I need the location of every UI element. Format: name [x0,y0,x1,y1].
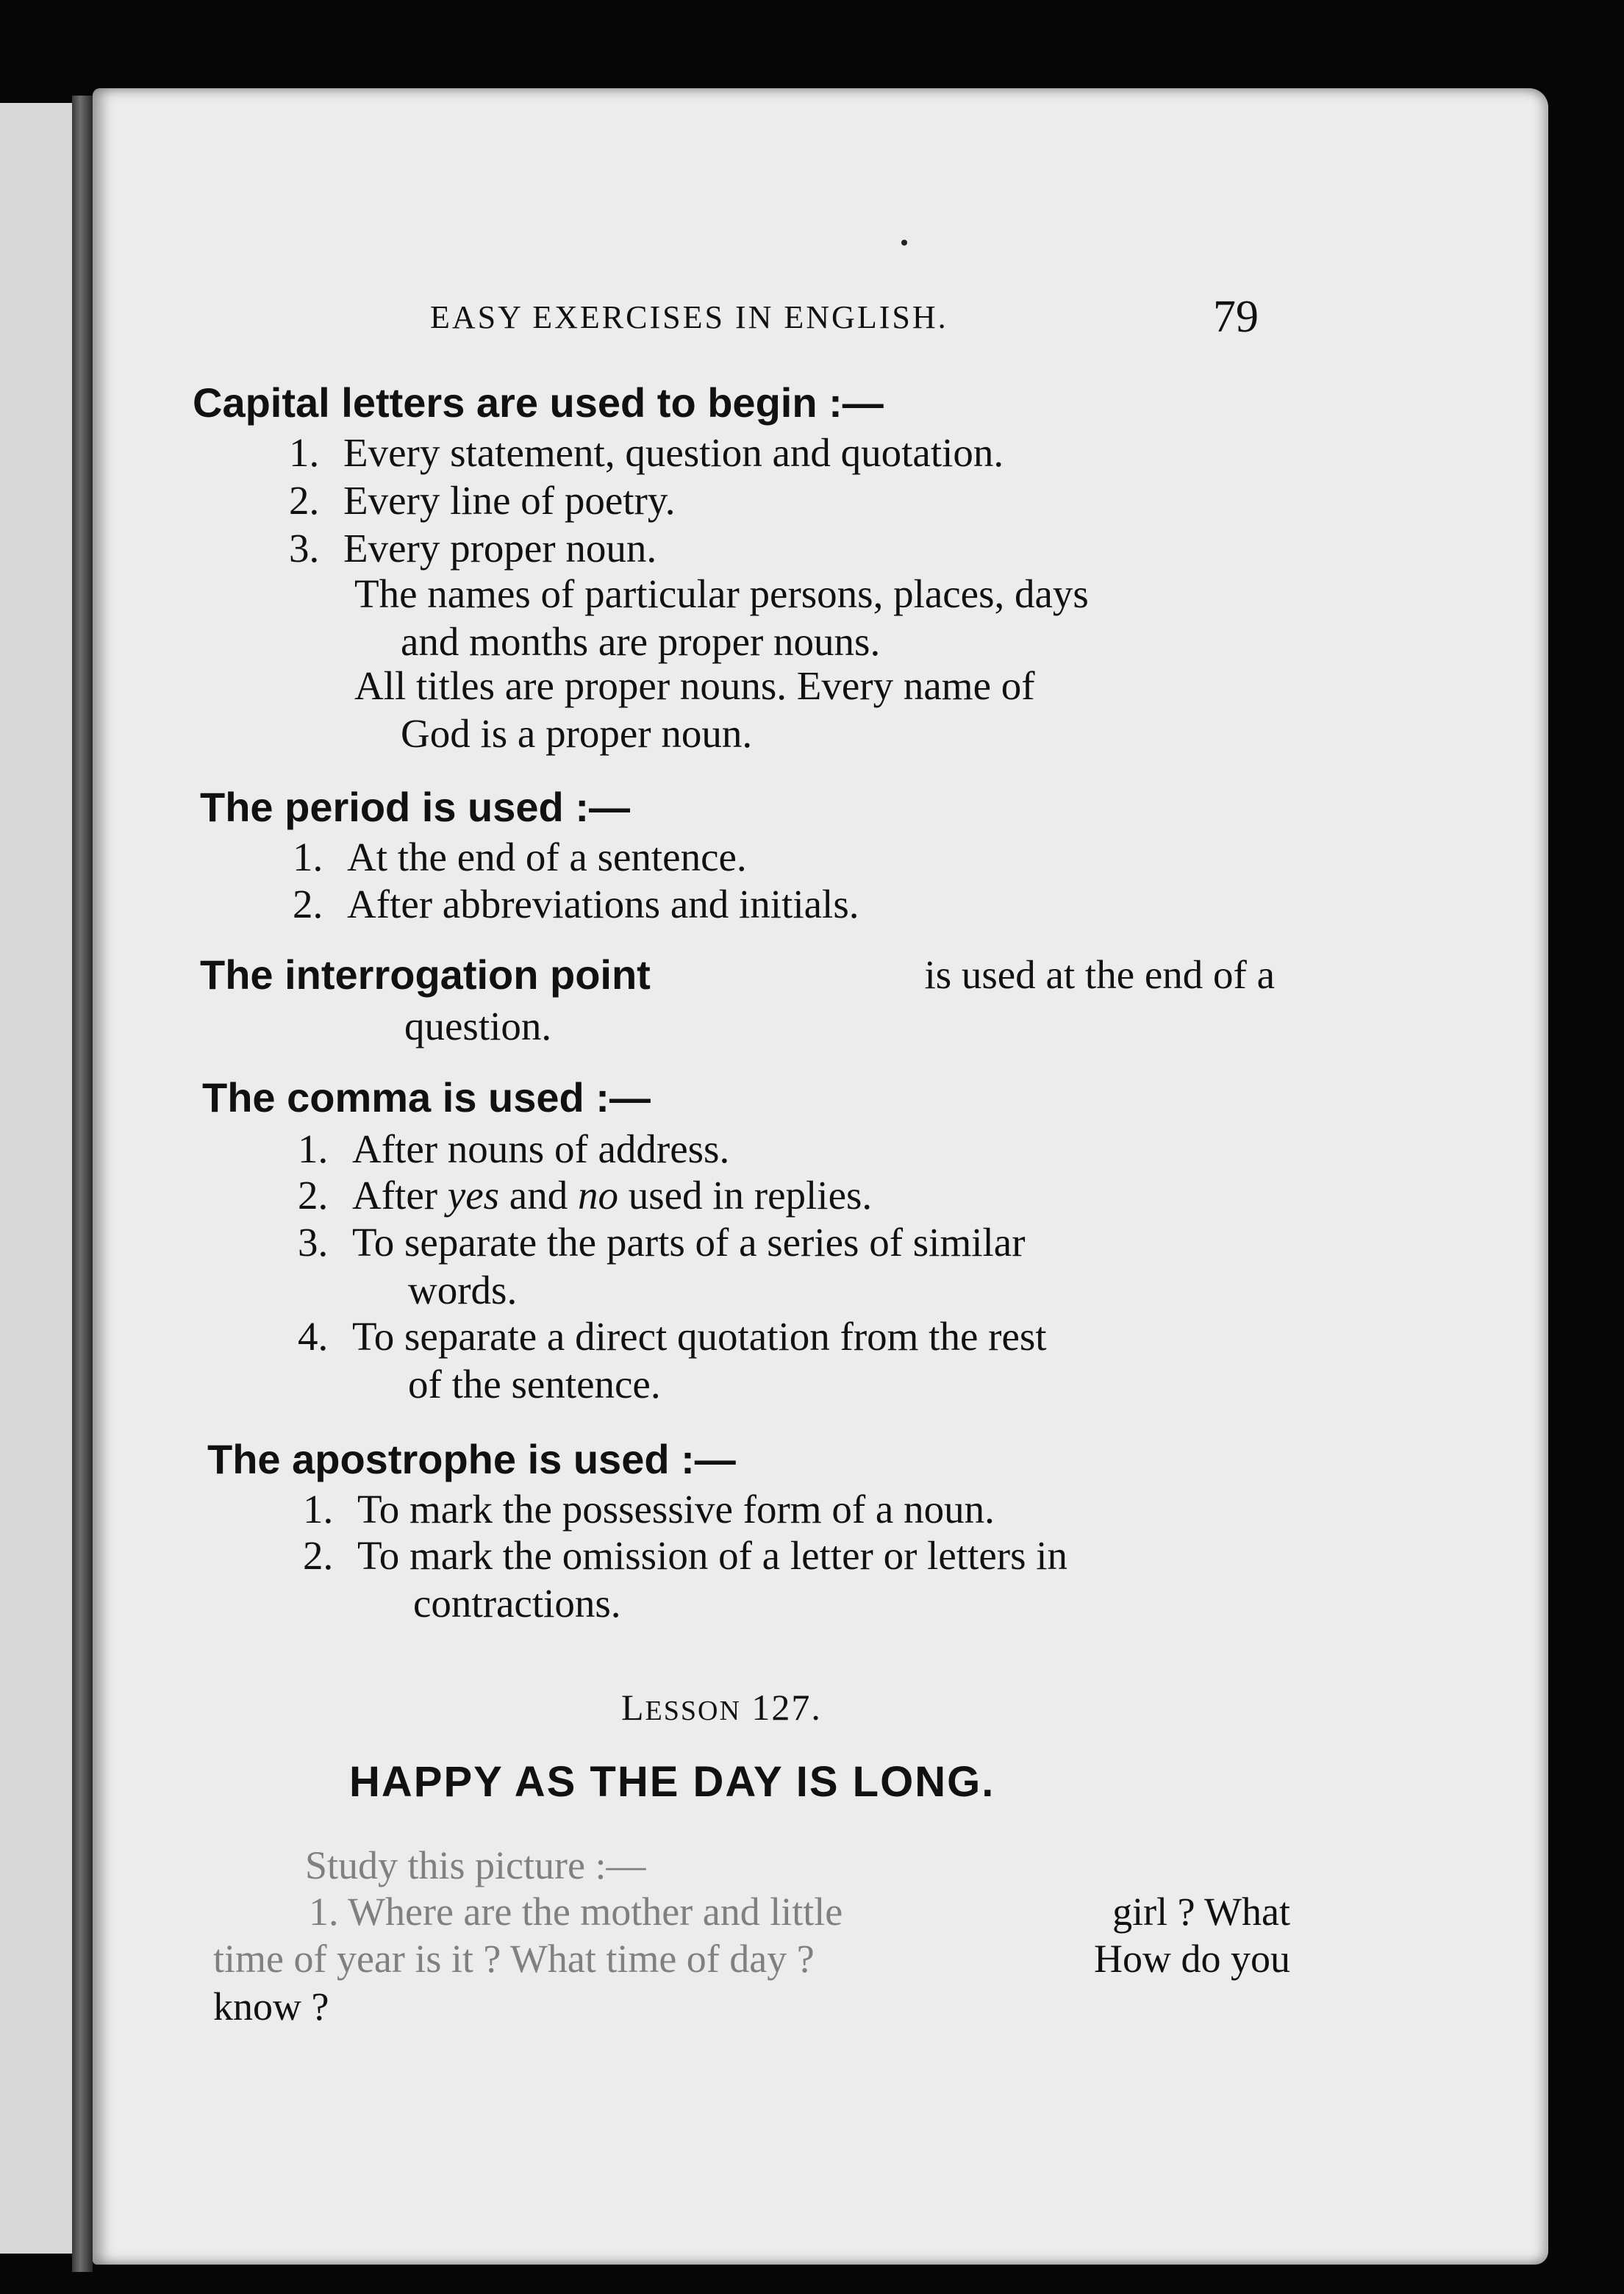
interrogation-rule [200,951,1275,998]
item-number: 3. [289,526,320,571]
lesson-word-rest: ESSON [645,1696,741,1726]
item-text: Every statement, question and quotation. [343,430,1004,475]
comma-item-1 [298,1126,730,1171]
capitals-heading: Capital letters are used to begin :— [193,379,884,426]
item-number: 4. [298,1314,329,1359]
lesson-first-letter: L [621,1687,645,1728]
study-text: How do you [1094,1937,1290,1981]
comma-item-4-line-1 [298,1316,1277,1357]
item-text: At the end of a sentence. [347,835,747,879]
capitals-item-1 [289,432,1004,473]
apostrophe-item-2-line-1 [303,1535,1282,1576]
italic-word: yes [447,1173,500,1218]
interrogation-continuation: question. [404,1004,552,1048]
comma-item-4-line-2: of the sentence. [408,1362,661,1407]
capitals-note-1-line-2: and months are proper nouns. [401,619,881,664]
book-spine-edge [72,96,93,2272]
capitals-note-2-line-2: God is a proper noun. [401,711,753,756]
comma-item-3-line-2: words. [408,1268,518,1312]
item-text: After abbreviations and initials. [347,882,859,926]
item-text: Every line of poetry. [343,478,676,523]
story-title: HAPPY AS THE DAY IS LONG. [349,1758,995,1806]
item-text: After [352,1173,438,1218]
item-number: 2. [289,478,320,523]
comma-item-3-line-1 [298,1220,1277,1265]
period-heading: The period is used :— [200,784,630,830]
left-page-strip [0,103,72,2254]
capitals-note-1-line-1: The names of particular persons, places, days [354,571,1089,616]
item-text: To mark the possessive form of a noun. [357,1487,995,1532]
apostrophe-item-1 [303,1487,995,1532]
study-question-line-1 [309,1892,1290,1932]
interrogation-heading: The interrogation point [200,951,651,998]
capitals-item-3 [289,526,657,571]
study-text-faded: 1. Where are the mother and little [309,1890,843,1934]
ink-speck [901,240,907,246]
item-text: Every proper noun. [343,526,657,571]
item-text: and [509,1173,568,1218]
period-item-2 [293,884,859,924]
item-number: 1. [298,1126,329,1171]
study-question-line-2 [213,1939,1290,1979]
apostrophe-item-2-line-2: contractions. [413,1581,621,1626]
capitals-note-2-line-1: All titles are proper nouns. Every name of [354,663,1035,708]
item-text: After nouns of address. [352,1126,730,1171]
period-item-1 [293,837,747,877]
page-number: 79 [1213,292,1259,342]
lesson-heading [621,1689,822,1726]
item-text: To separate the parts of a series of similar [352,1220,1026,1265]
item-number: 2. [298,1173,329,1218]
item-number: 2. [293,882,323,926]
item-number: 2. [303,1533,334,1578]
lesson-number: 127. [751,1687,822,1728]
study-text-faded: time of year is it ? What time of day ? [213,1937,815,1981]
study-intro: Study this picture :— [305,1843,646,1887]
apostrophe-heading: The apostrophe is used :— [207,1436,736,1482]
item-text: To separate a direct quotation from the rest [352,1314,1047,1359]
capitals-item-2 [289,480,676,521]
item-number: 3. [298,1220,329,1265]
item-number: 1. [303,1487,334,1532]
item-text: used in replies. [628,1173,873,1218]
comma-item-2 [298,1173,873,1218]
running-head: EASY EXERCISES IN ENGLISH. [430,299,948,335]
item-text: To mark the omission of a letter or letters in [357,1533,1068,1578]
study-text: girl ? What [1112,1890,1290,1934]
item-number: 1. [289,430,320,475]
item-number: 1. [293,835,323,879]
comma-heading: The comma is used :— [202,1074,651,1121]
interrogation-text: is used at the end of a [924,952,1275,997]
study-question-line-3: know ? [213,1984,329,2029]
italic-word: no [577,1173,618,1218]
